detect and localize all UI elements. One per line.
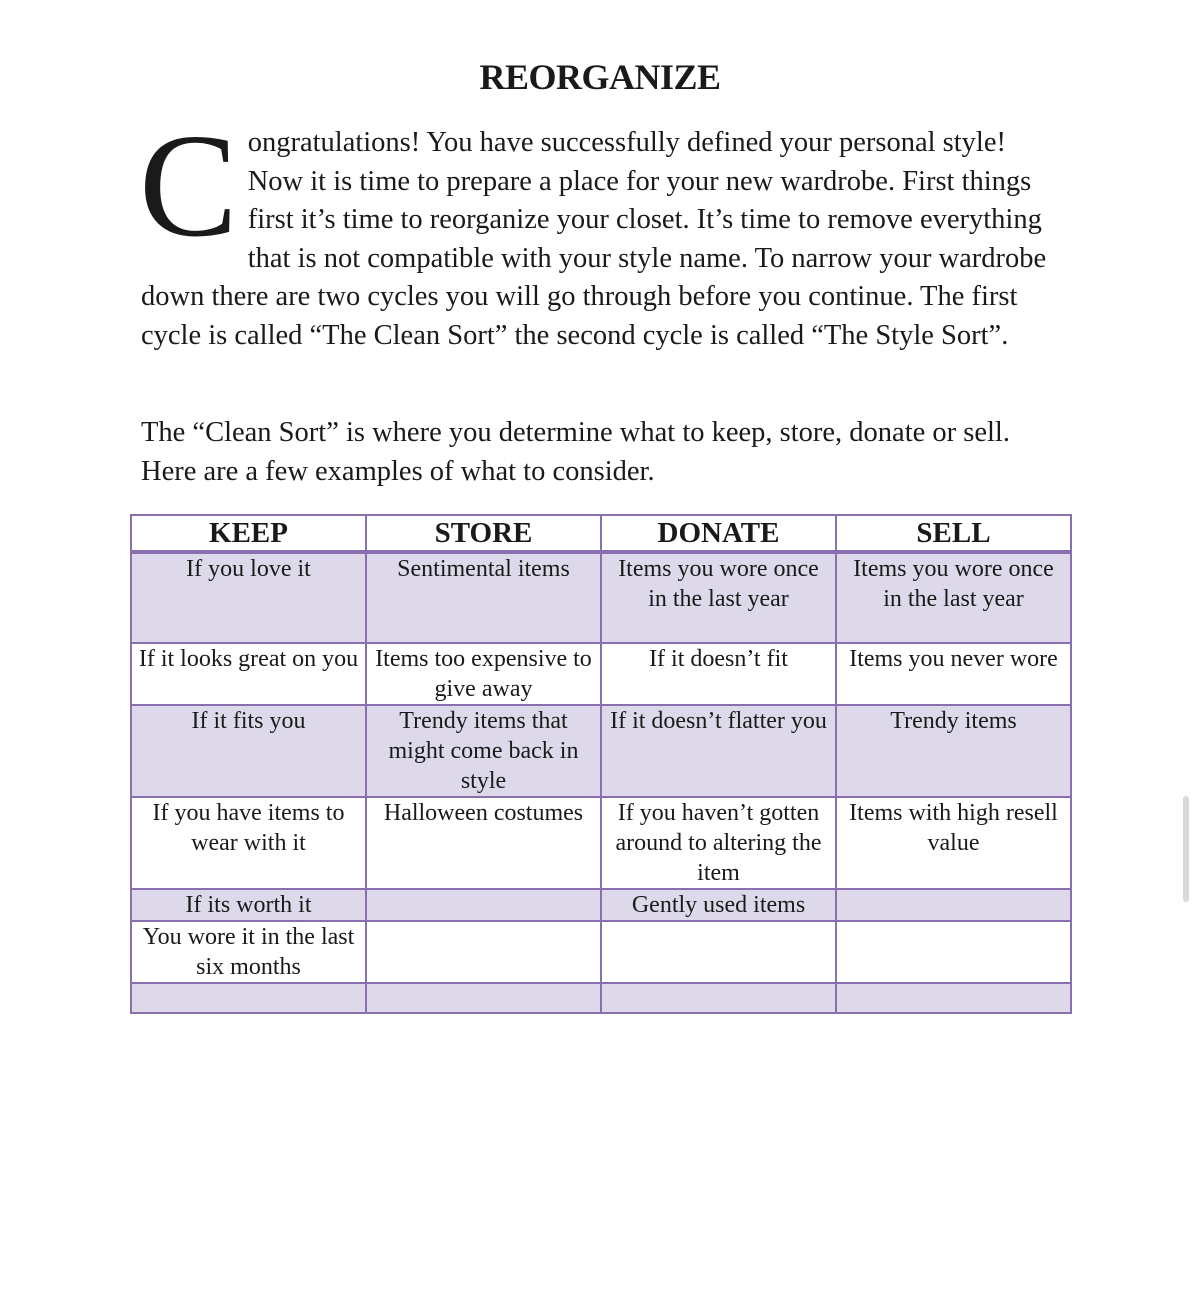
scrollbar[interactable] (1183, 796, 1189, 902)
table-cell (366, 889, 601, 921)
table-cell: Trendy items that might come back in style (366, 705, 601, 797)
table-cell: Items you wore once in the last year (836, 552, 1071, 643)
table-row (131, 705, 1071, 797)
table-cell (836, 983, 1071, 1013)
table-row (131, 889, 1071, 921)
table-cell: If it doesn’t fit (601, 643, 836, 705)
header-sell: SELL (836, 515, 1071, 552)
table-cell: If you have items to wear with it (131, 797, 366, 889)
table-cell (601, 983, 836, 1013)
table-row (131, 797, 1071, 889)
table-cell: Items you never wore (836, 643, 1071, 705)
header-donate: DONATE (601, 515, 836, 552)
intro-text: ongratulations! You have successfully defined your personal style! Now it is time to prepare a place for your new wardrobe. First things first it’s time to reorganize your closet. It’s time to remove everything that is not compatible with your style name. To narrow your wardrobe down there are two cycles you will go through before you continue. The first cycle is called “The Clean Sort” the second cycle is called “The Style Sort”. (141, 127, 1047, 351)
table-cell: If it doesn’t flatter you (601, 705, 836, 797)
clean-sort-paragraph: The “Clean Sort” is where you determine what to keep, store, donate or sell. Here are a few examples of what to consider. (141, 417, 1010, 487)
table-row (131, 552, 1071, 643)
intro-paragraph (139, 104, 1053, 355)
table-cell (601, 921, 836, 983)
table-cell (836, 889, 1071, 921)
table-cell: Items with high resell value (836, 797, 1071, 889)
table-cell (366, 983, 601, 1013)
header-store: STORE (366, 515, 601, 552)
table-cell: Items you wore once in the last year (601, 552, 836, 643)
table-cell (131, 983, 366, 1013)
table-cell: If it looks great on you (131, 643, 366, 705)
table-cell: Halloween costumes (366, 797, 601, 889)
table-header-row (131, 515, 1071, 552)
table-cell: Gently used items (601, 889, 836, 921)
table-cell: If you love it (131, 552, 366, 643)
table-cell (366, 921, 601, 983)
table-cell: You wore it in the last six months (131, 921, 366, 983)
table-row (131, 921, 1071, 983)
header-keep: KEEP (131, 515, 366, 552)
table-cell (836, 921, 1071, 983)
table-row (131, 643, 1071, 705)
drop-cap: C (139, 104, 238, 268)
table-cell: If it fits you (131, 705, 366, 797)
table-cell: If its worth it (131, 889, 366, 921)
table-cell: Trendy items (836, 705, 1071, 797)
page-title: REORGANIZE (479, 57, 721, 97)
table-cell: Sentimental items (366, 552, 601, 643)
table-cell: If you haven’t gotten around to altering the item (601, 797, 836, 889)
clean-sort-table (130, 514, 1072, 1014)
table-cell: Items too expensive to give away (366, 643, 601, 705)
table-row (131, 983, 1071, 1013)
